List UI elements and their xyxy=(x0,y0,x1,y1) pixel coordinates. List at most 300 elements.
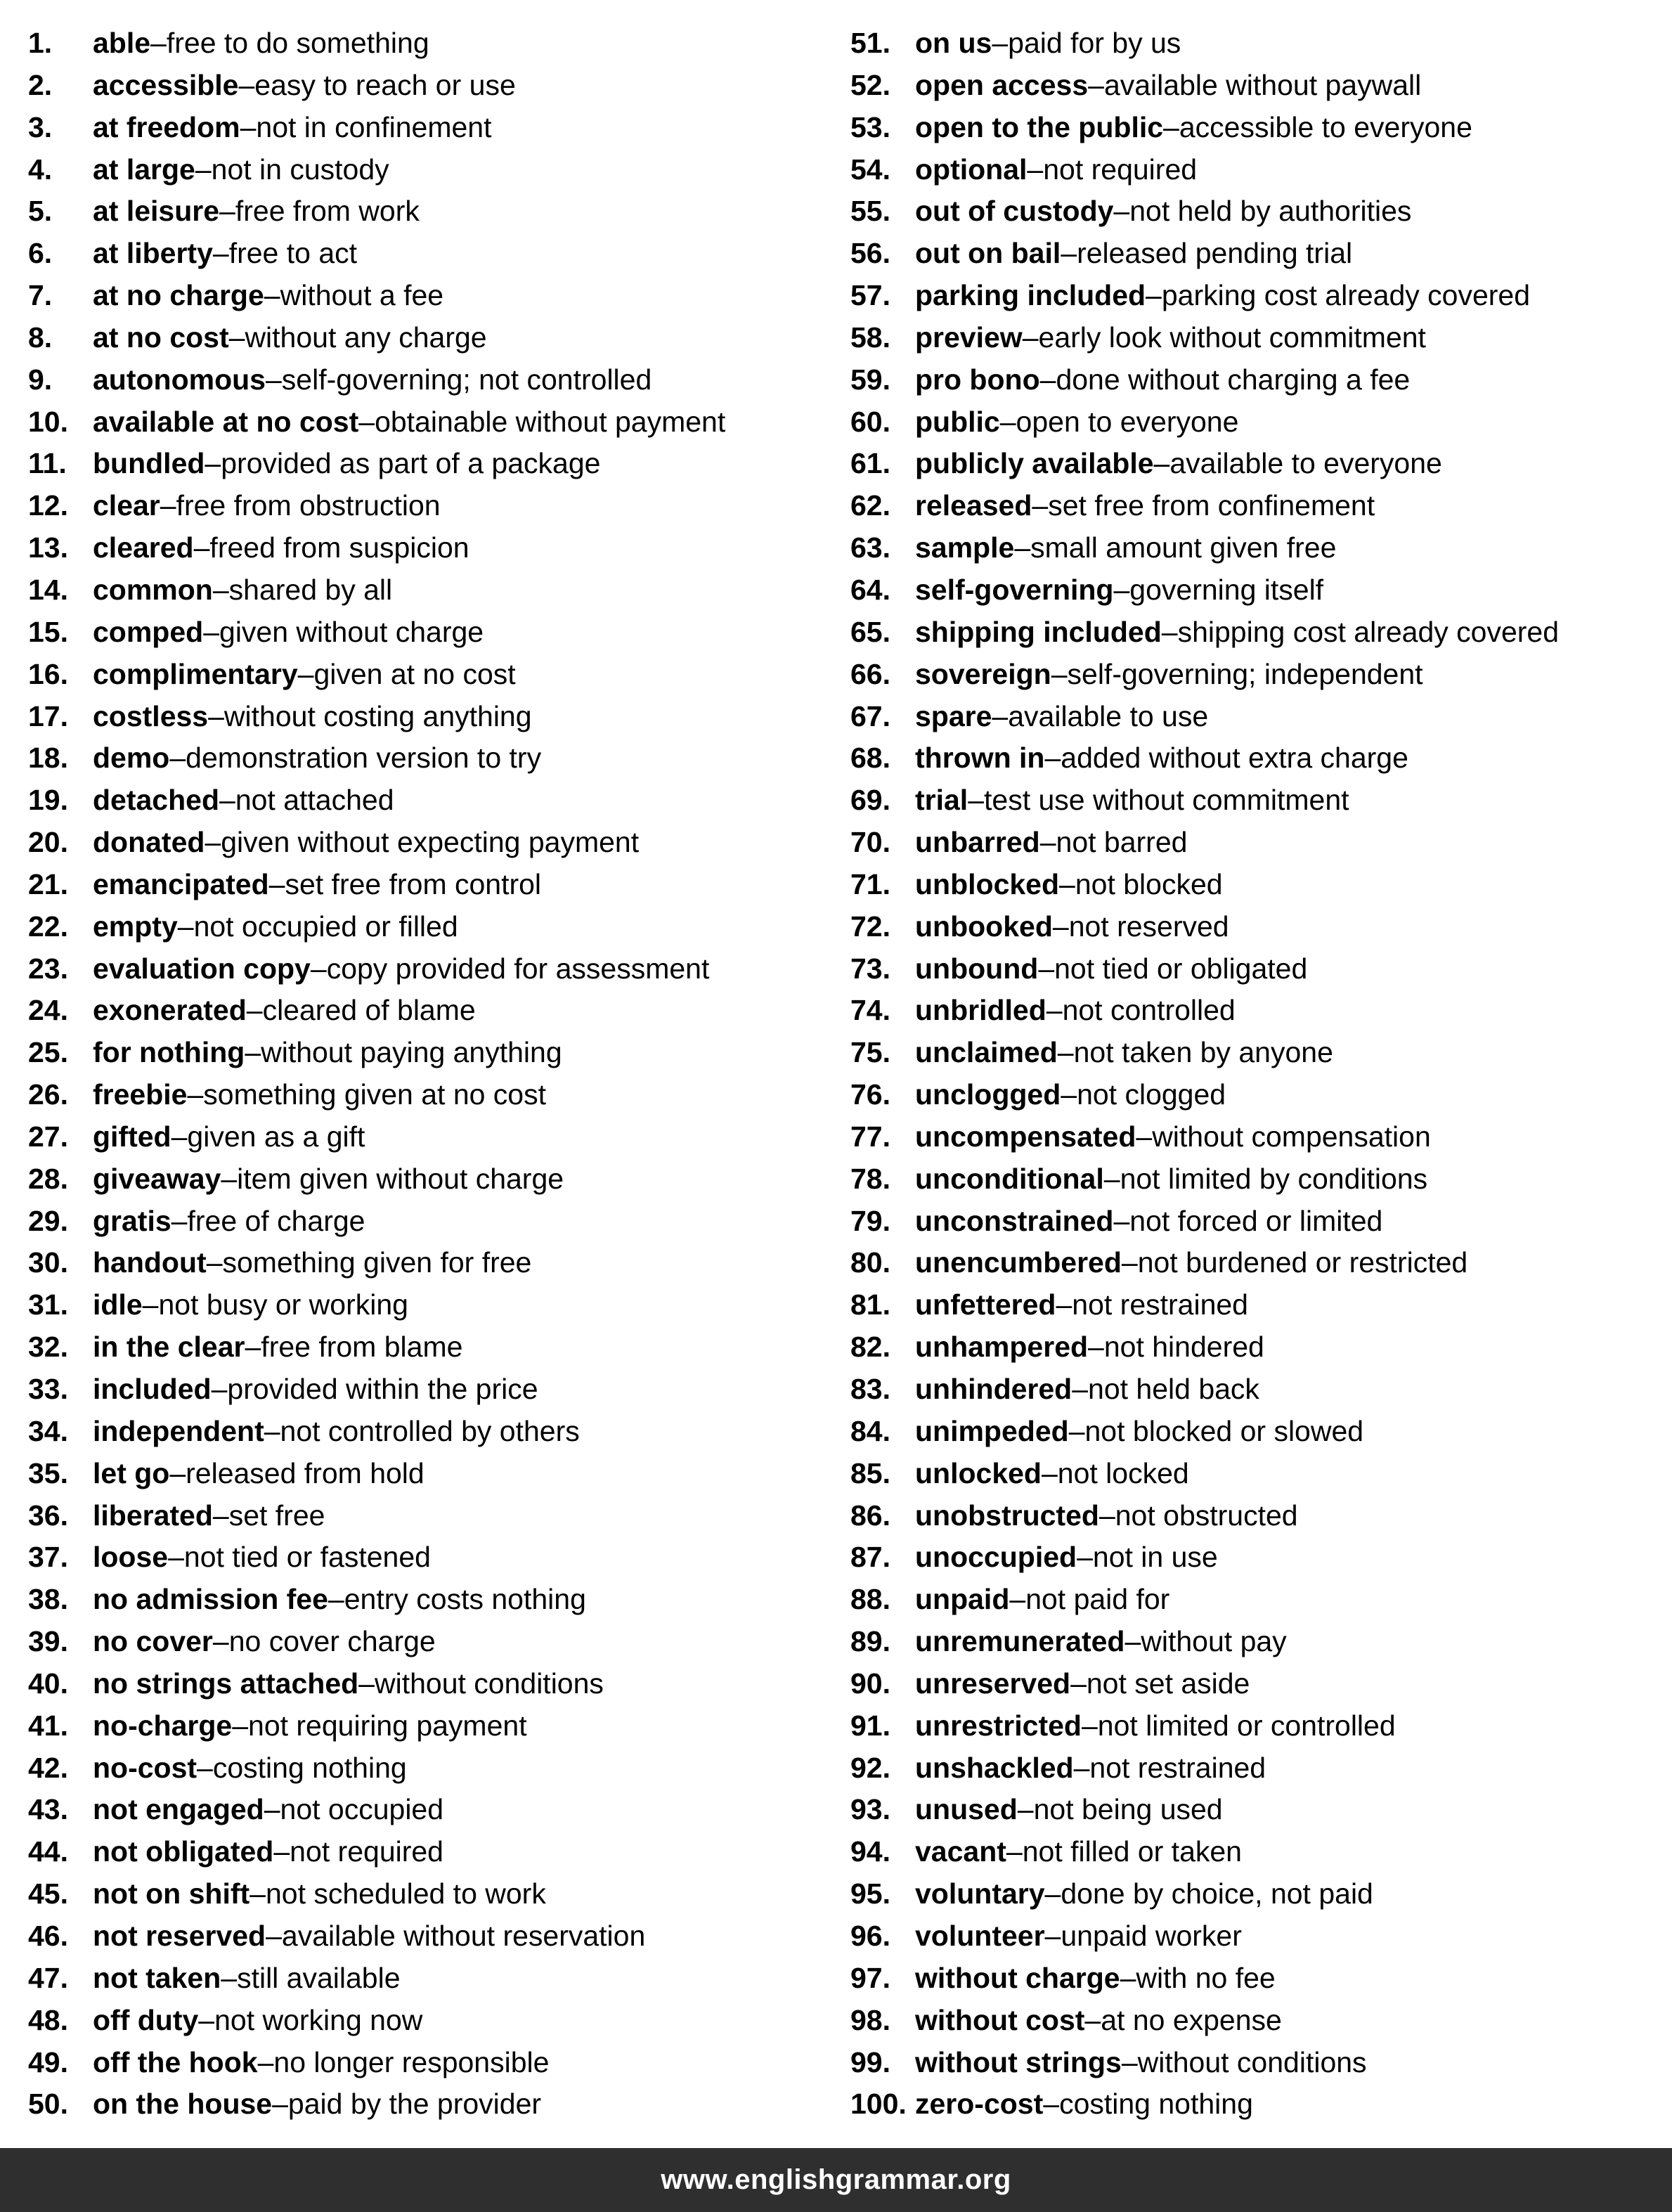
item-separator: – xyxy=(177,910,194,943)
list-item xyxy=(28,22,822,65)
item-separator: – xyxy=(1136,1120,1153,1153)
item-term: handout xyxy=(93,1246,207,1279)
list-item xyxy=(28,65,822,107)
list-item xyxy=(28,1621,822,1663)
item-number: 31. xyxy=(28,1288,68,1321)
list-item xyxy=(850,1032,1672,1074)
item-separator: – xyxy=(246,994,263,1027)
list-item xyxy=(850,696,1672,738)
item-separator: – xyxy=(160,489,176,522)
item-separator: – xyxy=(1061,237,1077,270)
item-definition: not requiring payment xyxy=(248,1709,527,1742)
item-number: 85. xyxy=(850,1456,890,1489)
list-item xyxy=(28,2083,822,2126)
item-number: 14. xyxy=(28,573,68,606)
item-definition: not filled or taken xyxy=(1022,1835,1242,1868)
item-separator: – xyxy=(1113,573,1130,606)
item-term: unpaid xyxy=(915,1583,1010,1616)
item-number: 69. xyxy=(850,784,890,817)
item-separator: – xyxy=(169,1456,186,1489)
item-number: 24. xyxy=(28,994,68,1027)
item-number: 90. xyxy=(850,1667,890,1700)
item-definition: costing nothing xyxy=(212,1751,407,1784)
item-term: unshackled xyxy=(915,1751,1074,1784)
item-number: 89. xyxy=(850,1625,890,1658)
item-separator: – xyxy=(197,1751,213,1784)
item-separator: – xyxy=(171,1204,188,1237)
list-item xyxy=(28,443,822,485)
item-definition: copy provided for assessment xyxy=(326,952,710,985)
item-definition: not forced or limited xyxy=(1129,1204,1383,1237)
item-number: 21. xyxy=(28,867,68,900)
item-number: 74. xyxy=(850,994,890,1027)
item-number: 26. xyxy=(28,1078,68,1111)
item-definition: not barred xyxy=(1056,826,1188,859)
item-term: at large xyxy=(93,153,195,186)
item-number: 10. xyxy=(28,405,68,438)
item-separator: – xyxy=(212,237,229,270)
item-number: 93. xyxy=(850,1793,890,1826)
list-item xyxy=(28,948,822,990)
item-definition: cleared of blame xyxy=(262,994,476,1027)
list-item xyxy=(28,1116,822,1158)
item-term: off duty xyxy=(93,2003,199,2036)
item-separator: – xyxy=(992,699,1009,732)
item-definition: free from blame xyxy=(261,1331,463,1364)
list-item xyxy=(850,275,1672,317)
list-column-right xyxy=(822,22,1672,2126)
item-separator: – xyxy=(1046,994,1063,1027)
item-separator: – xyxy=(1084,2003,1101,2036)
list-item xyxy=(28,233,822,275)
item-number: 79. xyxy=(850,1204,890,1237)
item-number: 62. xyxy=(850,489,890,522)
item-term: clear xyxy=(93,489,160,522)
list-item xyxy=(28,1873,822,1915)
item-definition: not tied or obligated xyxy=(1054,952,1308,985)
list-item xyxy=(28,612,822,654)
item-definition: unpaid worker xyxy=(1061,1919,1242,1952)
item-definition: not required xyxy=(290,1835,443,1868)
item-term: uncompensated xyxy=(915,1120,1136,1153)
item-separator: – xyxy=(1070,1667,1087,1700)
list-item xyxy=(28,1242,822,1284)
list-item xyxy=(850,1453,1672,1495)
item-definition: provided as part of a package xyxy=(221,447,601,480)
item-number: 71. xyxy=(850,867,890,900)
item-separator: – xyxy=(297,657,314,690)
list-item xyxy=(850,1074,1672,1116)
item-term: zero-cost xyxy=(915,2088,1044,2121)
item-term: no-cost xyxy=(93,1751,197,1784)
item-term: for nothing xyxy=(93,1036,245,1069)
list-item xyxy=(28,485,822,527)
list-item xyxy=(850,990,1672,1032)
item-separator: – xyxy=(358,1667,375,1700)
item-separator: – xyxy=(257,2045,274,2078)
item-definition: not controlled by others xyxy=(280,1414,580,1447)
item-term: unreserved xyxy=(915,1667,1071,1700)
item-term: no admission fee xyxy=(93,1583,328,1616)
list-item xyxy=(28,275,822,317)
item-number: 49. xyxy=(28,2045,68,2078)
item-separator: – xyxy=(212,1625,229,1658)
item-separator: – xyxy=(232,1709,249,1742)
item-term: included xyxy=(93,1373,212,1405)
list-item xyxy=(28,990,822,1032)
item-number: 3. xyxy=(28,110,53,143)
item-term: at leisure xyxy=(93,195,220,228)
list-item xyxy=(28,654,822,696)
item-definition: not restrained xyxy=(1072,1288,1248,1321)
item-definition: self-governing; independent xyxy=(1067,657,1423,690)
item-number: 73. xyxy=(850,952,890,985)
item-definition: available without paywall xyxy=(1103,68,1422,101)
item-definition: accessible to everyone xyxy=(1179,110,1472,143)
item-definition: set free from control xyxy=(285,867,542,900)
item-number: 13. xyxy=(28,531,68,564)
item-separator: – xyxy=(249,1877,266,1910)
item-definition: not burdened or restricted xyxy=(1137,1246,1468,1279)
item-definition: not set aside xyxy=(1086,1667,1250,1700)
item-separator: – xyxy=(1103,1162,1120,1195)
item-definition: early look without commitment xyxy=(1038,321,1426,354)
item-term: unobstructed xyxy=(915,1499,1099,1532)
item-number: 72. xyxy=(850,910,890,943)
item-definition: not in confinement xyxy=(256,110,492,143)
item-number: 92. xyxy=(850,1751,890,1784)
item-separator: – xyxy=(1146,279,1162,312)
list-item xyxy=(850,1326,1672,1369)
item-separator: – xyxy=(195,153,212,186)
item-separator: – xyxy=(264,279,280,312)
item-term: giveaway xyxy=(93,1162,221,1195)
item-separator: – xyxy=(1059,867,1075,900)
item-definition: not required xyxy=(1043,153,1198,186)
item-definition: given at no cost xyxy=(313,657,516,690)
item-separator: – xyxy=(264,1414,280,1447)
item-definition: without any charge xyxy=(245,321,487,354)
item-separator: – xyxy=(219,784,235,817)
item-number: 4. xyxy=(28,153,53,186)
item-term: gifted xyxy=(93,1120,171,1153)
item-separator: – xyxy=(219,195,235,228)
item-term: donated xyxy=(93,826,205,859)
item-term: unused xyxy=(915,1793,1018,1826)
item-term: exonerated xyxy=(93,994,247,1027)
item-separator: – xyxy=(1163,110,1179,143)
item-definition: available to use xyxy=(1008,699,1209,732)
item-definition: given without charge xyxy=(219,615,484,648)
item-definition: without compensation xyxy=(1152,1120,1431,1153)
item-term: gratis xyxy=(93,1204,171,1237)
item-term: released xyxy=(915,489,1032,522)
item-term: without charge xyxy=(915,1961,1120,1994)
item-separator: – xyxy=(1044,1919,1061,1952)
list-item xyxy=(850,443,1672,485)
list-item xyxy=(850,1915,1672,1958)
item-separator: – xyxy=(1051,657,1068,690)
list-item xyxy=(850,2083,1672,2126)
list-item xyxy=(28,569,822,612)
item-number: 68. xyxy=(850,742,890,775)
item-term: not on shift xyxy=(93,1877,250,1910)
item-term: detached xyxy=(93,784,219,817)
item-number: 64. xyxy=(850,573,890,606)
item-term: vacant xyxy=(915,1835,1006,1868)
item-separator: – xyxy=(142,1288,159,1321)
item-separator: – xyxy=(1027,153,1044,186)
item-term: public xyxy=(915,405,1000,438)
item-separator: – xyxy=(212,1499,229,1532)
list-item xyxy=(28,1789,822,1831)
list-item xyxy=(28,107,822,149)
list-item xyxy=(850,1537,1672,1579)
list-item xyxy=(28,1074,822,1116)
list-item xyxy=(850,1201,1672,1243)
list-item xyxy=(850,401,1672,444)
item-definition: done without charging a fee xyxy=(1056,363,1411,396)
list-item xyxy=(850,1369,1672,1411)
item-definition: something given for free xyxy=(222,1246,532,1279)
item-term: shipping included xyxy=(915,615,1162,648)
list-item xyxy=(28,1411,822,1453)
list-item xyxy=(850,780,1672,822)
item-definition: at no expense xyxy=(1101,2003,1282,2036)
item-number: 96. xyxy=(850,1919,890,1952)
list-item xyxy=(28,1326,822,1369)
item-definition: not being used xyxy=(1033,1793,1223,1826)
item-definition: free to do something xyxy=(166,27,429,59)
item-definition: small amount given free xyxy=(1030,531,1337,564)
item-separator: – xyxy=(169,742,186,775)
item-number: 42. xyxy=(28,1751,68,1784)
item-definition: costing nothing xyxy=(1059,2088,1253,2121)
item-term: let go xyxy=(93,1456,170,1489)
item-definition: not in custody xyxy=(211,153,389,186)
list-item xyxy=(28,1537,822,1579)
item-number: 67. xyxy=(850,699,890,732)
item-separator: – xyxy=(1009,1583,1026,1616)
item-separator: – xyxy=(266,1919,282,1952)
list-item xyxy=(28,2000,822,2042)
item-definition: given without expecting payment xyxy=(221,826,640,859)
item-definition: paid by the provider xyxy=(287,2088,542,2121)
list-item xyxy=(850,1242,1672,1284)
item-definition: without costing anything xyxy=(223,699,532,732)
item-term: spare xyxy=(915,699,992,732)
item-term: at freedom xyxy=(93,110,240,143)
item-term: available at no cost xyxy=(93,405,359,438)
item-number: 8. xyxy=(28,321,53,354)
item-separator: – xyxy=(999,405,1016,438)
item-separator: – xyxy=(1052,910,1069,943)
list-item xyxy=(28,906,822,948)
item-separator: – xyxy=(1044,742,1061,775)
item-term: loose xyxy=(93,1541,169,1574)
list-item xyxy=(850,1873,1672,1915)
item-definition: without a fee xyxy=(280,279,444,312)
item-definition: test use without commitment xyxy=(984,784,1349,817)
item-number: 87. xyxy=(850,1541,890,1574)
footer-url: www.englishgrammar.org xyxy=(661,2164,1011,2195)
item-definition: not locked xyxy=(1057,1456,1189,1489)
item-number: 52. xyxy=(850,68,890,101)
item-separator: – xyxy=(1039,826,1056,859)
item-number: 59. xyxy=(850,363,890,396)
item-number: 9. xyxy=(28,363,53,396)
item-separator: – xyxy=(358,405,375,438)
item-definition: not blocked or slowed xyxy=(1084,1414,1364,1447)
list-item xyxy=(28,1831,822,1873)
item-term: not reserved xyxy=(93,1919,266,1952)
item-term: unbound xyxy=(915,952,1039,985)
item-separator: – xyxy=(1120,1961,1136,1994)
item-definition: open to everyone xyxy=(1016,405,1239,438)
item-term: common xyxy=(93,573,213,606)
item-term: without cost xyxy=(915,2003,1085,2036)
item-number: 70. xyxy=(850,826,890,859)
list-item xyxy=(850,612,1672,654)
item-separator: – xyxy=(968,784,985,817)
item-separator: – xyxy=(1006,1835,1023,1868)
footer-bar xyxy=(0,2148,1672,2212)
item-definition: freed from suspicion xyxy=(209,531,469,564)
item-separator: – xyxy=(1039,363,1056,396)
item-number: 36. xyxy=(28,1499,68,1532)
item-separator: – xyxy=(238,68,255,101)
item-definition: no cover charge xyxy=(228,1625,436,1658)
item-term: not obligated xyxy=(93,1835,274,1868)
item-separator: – xyxy=(1044,1877,1061,1910)
list-item xyxy=(850,569,1672,612)
item-definition: not restrained xyxy=(1089,1751,1266,1784)
item-number: 75. xyxy=(850,1036,890,1069)
item-term: publicly available xyxy=(915,447,1154,480)
item-number: 83. xyxy=(850,1373,890,1405)
list-item xyxy=(850,1747,1672,1790)
item-number: 54. xyxy=(850,153,890,186)
item-term: unremunerated xyxy=(915,1625,1125,1658)
item-number: 30. xyxy=(28,1246,68,1279)
item-term: unconstrained xyxy=(915,1204,1114,1237)
item-number: 37. xyxy=(28,1541,68,1574)
item-term: without strings xyxy=(915,2045,1122,2078)
item-definition: with no fee xyxy=(1136,1961,1276,1994)
item-separator: – xyxy=(1043,2088,1060,2121)
word-list xyxy=(0,22,1672,2126)
item-definition: not clogged xyxy=(1077,1078,1226,1111)
item-term: no cover xyxy=(93,1625,213,1658)
item-term: not taken xyxy=(93,1961,221,1994)
list-item xyxy=(850,1831,1672,1873)
item-number: 51. xyxy=(850,27,890,59)
item-number: 95. xyxy=(850,1877,890,1910)
item-number: 66. xyxy=(850,657,890,690)
item-separator: – xyxy=(1014,531,1031,564)
item-separator: – xyxy=(205,826,221,859)
item-number: 23. xyxy=(28,952,68,985)
item-separator: – xyxy=(992,27,1009,59)
item-number: 22. xyxy=(28,910,68,943)
item-definition: governing itself xyxy=(1129,573,1324,606)
item-term: sovereign xyxy=(915,657,1051,690)
item-separator: – xyxy=(1113,1204,1130,1237)
item-term: preview xyxy=(915,321,1023,354)
item-term: volunteer xyxy=(915,1919,1045,1952)
item-number: 61. xyxy=(850,447,890,480)
item-definition: paid for by us xyxy=(1008,27,1181,59)
list-item xyxy=(28,527,822,569)
list-item xyxy=(28,359,822,401)
list-item xyxy=(850,864,1672,906)
list-item xyxy=(850,2042,1672,2084)
item-number: 97. xyxy=(850,1961,890,1994)
item-number: 53. xyxy=(850,110,890,143)
item-number: 88. xyxy=(850,1583,890,1616)
list-item xyxy=(850,906,1672,948)
item-definition: not held by authorities xyxy=(1129,195,1412,228)
item-number: 81. xyxy=(850,1288,890,1321)
item-term: at liberty xyxy=(93,237,213,270)
item-number: 35. xyxy=(28,1456,68,1489)
item-term: unblocked xyxy=(915,867,1060,900)
item-definition: not taken by anyone xyxy=(1073,1036,1333,1069)
item-number: 91. xyxy=(850,1709,890,1742)
list-item xyxy=(850,485,1672,527)
item-term: liberated xyxy=(93,1499,213,1532)
item-definition: not occupied or filled xyxy=(193,910,458,943)
list-item xyxy=(28,317,822,359)
list-item xyxy=(28,696,822,738)
item-separator: – xyxy=(1125,1625,1141,1658)
item-separator: – xyxy=(268,867,285,900)
item-term: empty xyxy=(93,910,178,943)
item-term: demo xyxy=(93,742,170,775)
list-item xyxy=(850,1284,1672,1326)
item-separator: – xyxy=(245,1331,261,1364)
item-term: cleared xyxy=(93,531,194,564)
item-definition: not in use xyxy=(1092,1541,1218,1574)
item-definition: parking cost already covered xyxy=(1161,279,1531,312)
item-definition: without pay xyxy=(1141,1625,1287,1658)
list-item xyxy=(28,1284,822,1326)
item-separator: – xyxy=(171,1120,188,1153)
item-number: 38. xyxy=(28,1583,68,1616)
item-definition: released pending trial xyxy=(1077,237,1353,270)
item-term: unbooked xyxy=(915,910,1053,943)
item-term: freebie xyxy=(93,1078,188,1111)
item-definition: not controlled xyxy=(1062,994,1236,1027)
item-separator: – xyxy=(1068,1414,1085,1447)
item-separator: – xyxy=(1057,1036,1074,1069)
item-number: 76. xyxy=(850,1078,890,1111)
item-separator: – xyxy=(221,1961,238,1994)
list-item xyxy=(28,1201,822,1243)
item-separator: – xyxy=(1077,1541,1093,1574)
item-separator: – xyxy=(206,1246,223,1279)
list-item xyxy=(850,149,1672,191)
item-separator: – xyxy=(310,952,327,985)
list-item xyxy=(28,1747,822,1790)
item-number: 47. xyxy=(28,1961,68,1994)
item-definition: available to everyone xyxy=(1169,447,1442,480)
item-definition: something given at no cost xyxy=(203,1078,547,1111)
item-definition: not obstructed xyxy=(1115,1499,1298,1532)
item-number: 56. xyxy=(850,237,890,270)
item-definition: given as a gift xyxy=(187,1120,365,1153)
item-term: no strings attached xyxy=(93,1667,359,1700)
